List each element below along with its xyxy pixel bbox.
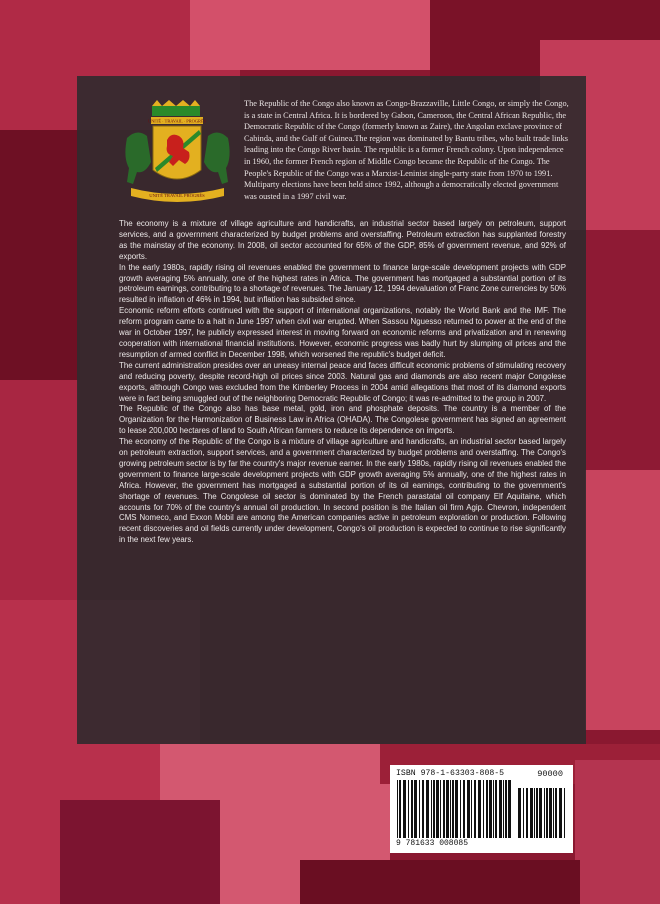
barcode-bar	[483, 780, 484, 838]
svg-text:UNITÉ TRAVAIL PROGRÈS: UNITÉ TRAVAIL PROGRÈS	[149, 193, 205, 198]
barcode-bar	[422, 780, 424, 838]
barcode-bar	[489, 780, 492, 838]
barcode-bar	[539, 788, 542, 838]
coat-of-arms-emblem	[119, 100, 236, 207]
paragraph-5: The Republic of the Congo also has base metal, gold, iron and phosphate deposits. The country is a member of the Organization for the Harmonization of Business Law in Africa (OHADA). The Congolese government has signed an agreement to lease 200,000 hectares of land to South African farmers to reduce its dependence on imports.	[119, 404, 566, 436]
barcode-bar	[419, 780, 420, 838]
barcode-bar	[397, 780, 398, 838]
barcode-bar	[549, 788, 552, 838]
barcode-bar	[455, 780, 458, 838]
barcode-bar	[503, 780, 504, 838]
paragraph-4: The current administration presides over an uneasy internal peace and faces difficult economic problems of stimulating recovery and reducing poverty, despite record-high oil prices since 2003. Natural gas and diamonds are also recent major Congolese exports, although Congo was excluded from the Kimberley Process in 2004 amid allegations that most of its diamond exports were in fact being smuggled out of the neighboring Democratic Republic of Congo; it was re-admitted to the group in 2007.	[119, 360, 566, 403]
barcode-bar	[463, 780, 465, 838]
barcode-bar	[436, 780, 439, 838]
barcode-bar	[499, 780, 502, 838]
barcode-addon-bars	[517, 788, 567, 838]
paragraph-1: The economy is a mixture of village agriculture and handicrafts, an industrial sector based largely on petroleum, support services, and a government characterized by budget problems and overstaffing. Petroleum extraction has supplanted forestry as the mainstay of the economy. In 2008, oil sector accounted for 65% of the GDP, 85% of government revenue, and 92% of exports.	[119, 219, 566, 261]
paragraph-3: Economic reform efforts continued with the support of international organizations, notably the World Bank and the IMF. The reform program came to a halt in June 1997 when civil war erupted. When Sassou Nguesso returned to power at the end of the war in October 1997, he publicly expressed interest in moving forward on economic reforms and privatization and in renewing cooperation with international financial institutions. However, economic progress was badly hurt by slumping oil prices and the resumption of armed conflict in December 1998, which worsened the republic's budget deficit.	[119, 306, 566, 359]
barcode-bar	[433, 780, 435, 838]
isbn-number: ISBN 978-1-63303-808-5	[396, 769, 505, 778]
barcode-bar	[544, 788, 545, 838]
barcode-bar	[518, 788, 521, 838]
barcode-bar	[443, 780, 445, 838]
paragraph-6: The economy of the Republic of the Congo is a mixture of village agriculture and handicrafts, an industrial sector based largely on petroleum extraction, support services, and a government characterized by budget problems and overstaffing. The Congo's growing petroleum sector is by far the country's major revenue earner. In the early 1980s, rapidly rising oil revenues enabled the government to finance large-scale development projects with GDP growth averaging 5% annually, one of the highest rates in Africa. However, the government has mortgaged a substantial portion of its oil earnings, contributing to the government's shortage of revenues. The Congolese oil sector is dominated by the French parastatal oil company Elf Aquitaine, which accounts for 70% of the country's annual oil production. In second position is the Italian oil firm Agip. Chevron, independent CMS Nomeco, and Exxon Mobil are among the American companies active in petroleum exploration or production. Following recent discoveries and oil fields currently under development, Congo's oil production is expected to continue to rise significantly in the next few years.	[119, 437, 566, 545]
barcode-bar	[553, 788, 554, 838]
barcode-digits: 9 781633 008085	[396, 839, 469, 848]
barcode-bar	[440, 780, 441, 838]
intro-paragraph: The Republic of the Congo also known as Congo-Brazzaville, Little Congo, or simply the Congo, is a state in Central Africa. It is bordered by Gabon, Cameroon, the Central African Republic, the Democratic Republic of the Congo (formerly known as Zaire), the Angolan exclave province of Cabinda, and the Gulf of Guinea.The region was dominated by Bantu tribes, who built trade links leading into the Congo River basin. The republic is a former French colony. Upon independence in 1960, the former French region of Middle Congo became the Republic of the Congo. The People's Republic of the Congo was a Marxist-Leninist single-party state from 1970 to 1991. Multiparty elections have been held since 1992, although a democratically elected government was ousted in a 1997 civil war.	[244, 99, 569, 201]
isbn-barcode	[390, 765, 573, 853]
barcode-bar	[495, 780, 497, 838]
barcode-bar	[431, 780, 432, 838]
price-code: 90000	[537, 769, 563, 779]
barcode-bar	[530, 788, 533, 838]
barcode-bar	[564, 788, 565, 838]
barcode-bar	[471, 780, 472, 838]
barcode-bar	[403, 780, 406, 838]
barcode-bar	[411, 780, 413, 838]
barcode-bar	[505, 780, 507, 838]
barcode-bar	[508, 780, 511, 838]
barcode-main-bars	[396, 780, 514, 838]
barcode-bar	[493, 780, 494, 838]
intro-section	[119, 98, 572, 207]
barcode-bar	[478, 780, 481, 838]
barcode-bar	[399, 780, 401, 838]
barcode-bar	[446, 780, 449, 838]
barcode-bar	[474, 780, 476, 838]
barcode-bar	[555, 788, 557, 838]
barcode-bar	[486, 780, 488, 838]
barcode-bars	[396, 780, 567, 838]
barcode-bar	[426, 780, 429, 838]
barcode-bar	[534, 788, 535, 838]
svg-text:UNITÉ · TRAVAIL · PROGRÈS: UNITÉ · TRAVAIL · PROGRÈS	[147, 118, 207, 124]
text-panel	[77, 76, 586, 744]
barcode-bar	[467, 780, 470, 838]
barcode-bar	[408, 780, 409, 838]
barcode-bar	[414, 780, 417, 838]
barcode-bar	[536, 788, 538, 838]
barcode-bar	[526, 788, 528, 838]
barcode-bar	[523, 788, 524, 838]
body-text	[119, 219, 572, 546]
barcode-bar	[546, 788, 548, 838]
barcode-bar	[460, 780, 461, 838]
paragraph-2: In the early 1980s, rapidly rising oil revenues enabled the government to finance large-scale development projects with GDP growth averaging 5% annually, one of the highest rates in Africa. The government has mortgaged a substantial portion of its petroleum earnings, contributing to a shortage of revenues. The January 12, 1994 devaluation of Franc Zone currencies by 50% resulted in inflation of 46% in 1994, but inflation has subsided since.	[119, 262, 566, 305]
barcode-bar	[559, 788, 562, 838]
barcode-bar	[450, 780, 451, 838]
barcode-bar	[452, 780, 454, 838]
